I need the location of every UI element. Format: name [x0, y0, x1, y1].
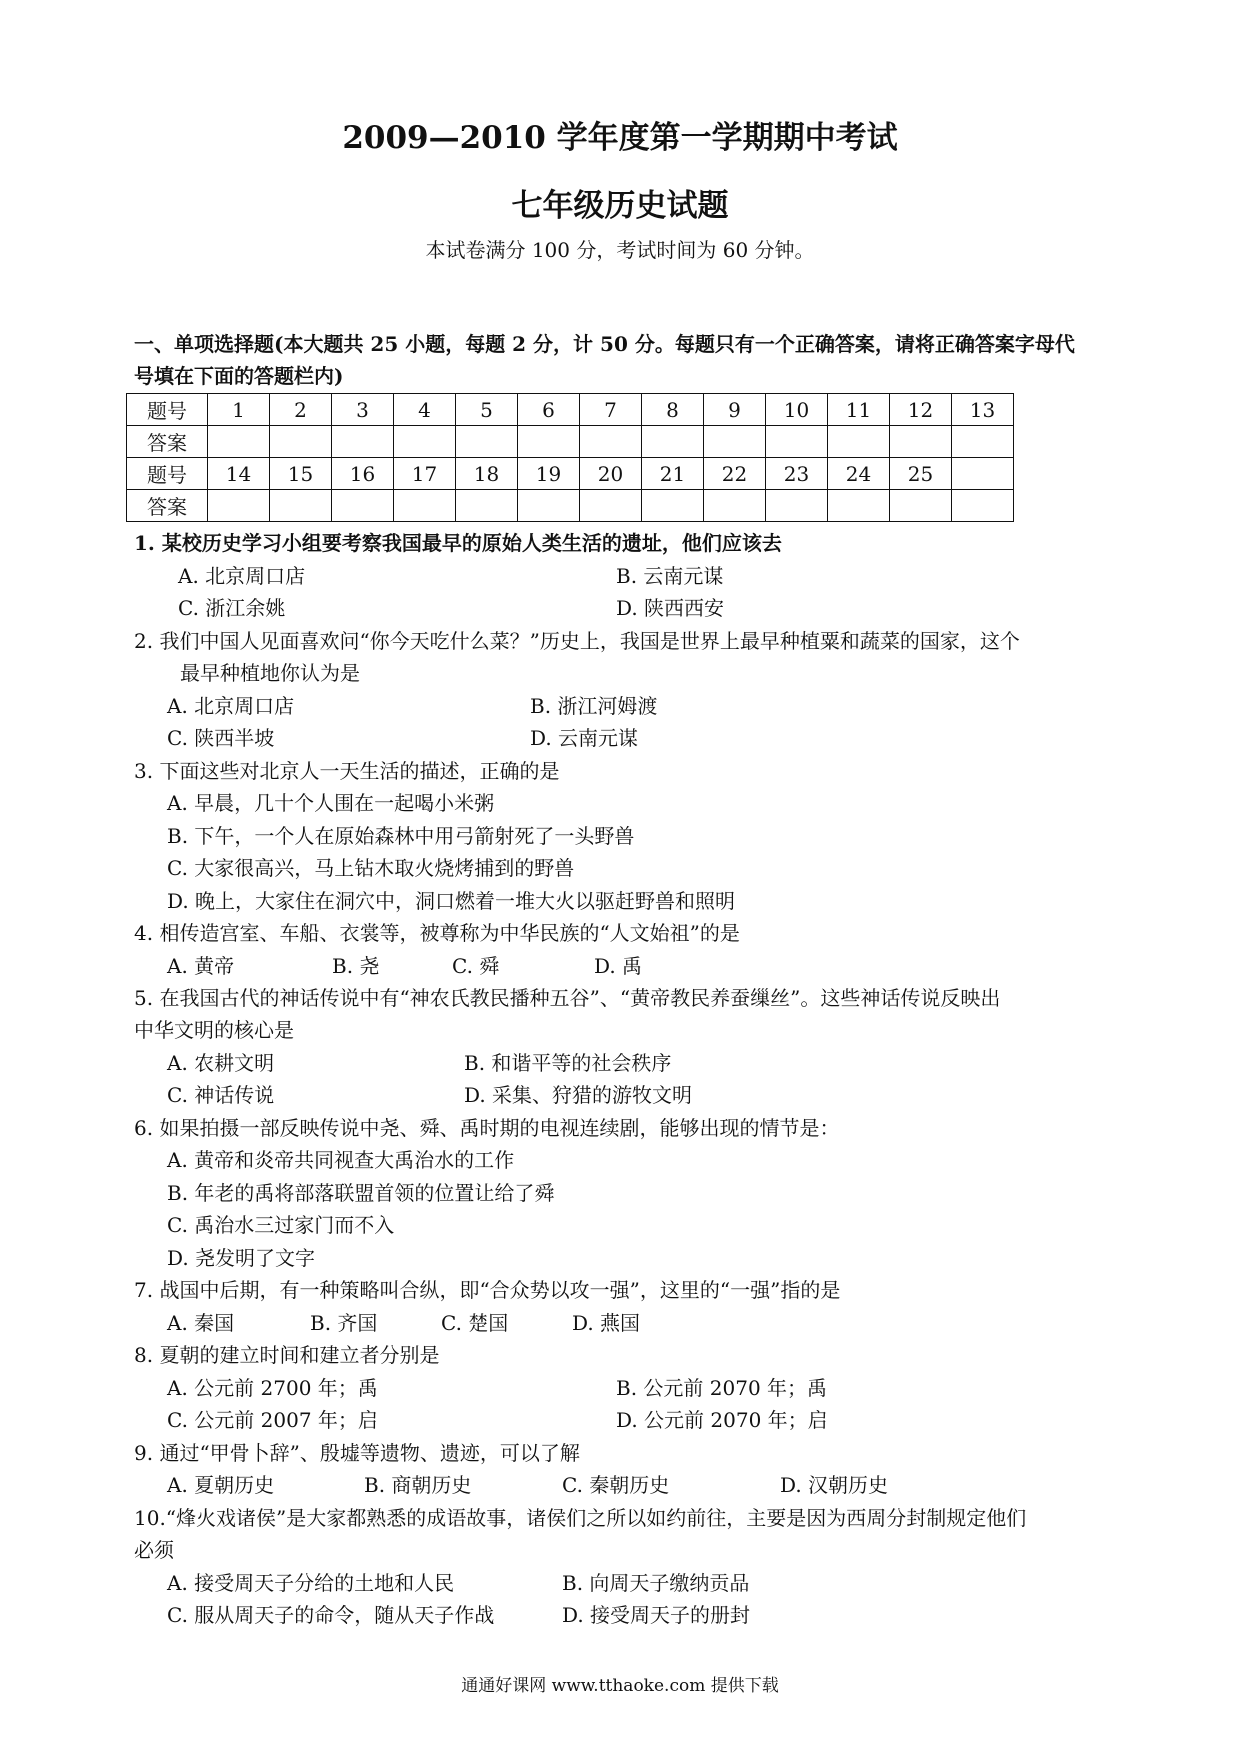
- table-cell: 19: [518, 458, 580, 490]
- question-6-stem: 6. 如果拍摄一部反映传说中尧、舜、禹时期的电视连续剧，能够出现的情节是：: [134, 1116, 840, 1140]
- answer-cell: [890, 426, 952, 458]
- table-cell: 18: [456, 458, 518, 490]
- exam-subtitle: 七年级历史试题: [511, 188, 729, 224]
- question-4-option-c: C. 舜: [452, 954, 500, 978]
- table-cell-label: 题号: [127, 458, 208, 490]
- question-10-stem-cont: 必须: [134, 1538, 174, 1562]
- question-7-option-d: D. 燕国: [572, 1311, 641, 1335]
- question-5-option-a: A. 农耕文明: [167, 1051, 275, 1075]
- table-cell: 24: [828, 458, 890, 490]
- question-1-stem: 1. 某校历史学习小组要考察我国最早的原始人类生活的遗址，他们应该去: [134, 531, 782, 555]
- question-3-option-a: A. 早晨，几十个人围在一起喝小米粥: [167, 791, 495, 815]
- question-2-option-c: C. 陕西半坡: [167, 726, 275, 750]
- answer-cell: [208, 490, 270, 522]
- question-9-option-a: A. 夏朝历史: [167, 1473, 275, 1497]
- table-cell: 6: [518, 394, 580, 426]
- question-10-stem: 10.“烽火戏诸侯”是大家都熟悉的成语故事，诸侯们之所以如约前往，主要是因为西周分封制规定他们: [134, 1506, 1027, 1530]
- answer-cell: [332, 426, 394, 458]
- table-cell-label: 答案: [127, 426, 208, 458]
- question-2-stem-cont: 最早种植地你认为是: [180, 661, 360, 685]
- table-cell: 22: [704, 458, 766, 490]
- question-5-option-d: D. 采集、狩猎的游牧文明: [464, 1083, 693, 1107]
- table-cell: 21: [642, 458, 704, 490]
- question-4-option-d: D. 禹: [594, 954, 643, 978]
- table-cell: 8: [642, 394, 704, 426]
- question-8-option-b: B. 公元前 2070 年；禹: [616, 1376, 828, 1400]
- question-4-stem: 4. 相传造宫室、车船、衣裳等，被尊称为中华民族的“人文始祖”的是: [134, 921, 740, 945]
- table-row: [127, 458, 1014, 490]
- question-4-option-b: B. 尧: [332, 954, 380, 978]
- answer-cell: [642, 426, 704, 458]
- table-cell: 10: [766, 394, 828, 426]
- table-row: [127, 394, 1014, 426]
- question-8-option-a: A. 公元前 2700 年；禹: [167, 1376, 378, 1400]
- table-cell: 20: [580, 458, 642, 490]
- question-9-option-c: C. 秦朝历史: [562, 1473, 670, 1497]
- question-5-option-c: C. 神话传说: [167, 1083, 275, 1107]
- answer-cell: [208, 426, 270, 458]
- section-heading-line1: 一、单项选择题(本大题共 25 小题，每题 2 分，计 50 分。每题只有一个正确答案，请将正确答案字母代: [134, 332, 1075, 356]
- table-cell: 13: [952, 394, 1014, 426]
- table-cell: 7: [580, 394, 642, 426]
- answer-cell: [580, 426, 642, 458]
- question-5-stem: 5. 在我国古代的神话传说中有“神农氏教民播种五谷”、“黄帝教民养蚕缫丝”。这些神话传说反映出: [134, 986, 1001, 1010]
- exam-note: 本试卷满分 100 分，考试时间为 60 分钟。: [425, 238, 815, 262]
- table-cell: 2: [270, 394, 332, 426]
- table-row: [127, 490, 1014, 522]
- question-2-option-a: A. 北京周口店: [167, 694, 295, 718]
- question-2-option-b: B. 浙江河姆渡: [530, 694, 658, 718]
- question-1-option-c: C. 浙江余姚: [178, 596, 286, 620]
- table-row: [127, 426, 1014, 458]
- question-2-stem: 2. 我们中国人见面喜欢问“你今天吃什么菜？”历史上，我国是世界上最早种植粟和蔬菜的国家，这个: [134, 629, 1020, 653]
- answer-cell: [890, 490, 952, 522]
- question-6-option-d: D. 尧发明了文字: [167, 1246, 316, 1270]
- table-cell: [952, 458, 1014, 490]
- table-cell: 4: [394, 394, 456, 426]
- exam-title: 2009—2010 学年度第一学期期中考试: [342, 120, 898, 156]
- question-8-stem: 8. 夏朝的建立时间和建立者分别是: [134, 1343, 440, 1367]
- answer-cell: [828, 426, 890, 458]
- answer-cell: [518, 426, 580, 458]
- answer-cell: [952, 490, 1014, 522]
- question-6-option-c: C. 禹治水三过家门而不入: [167, 1213, 395, 1237]
- table-cell-label: 题号: [127, 394, 208, 426]
- question-1-option-d: D. 陕西西安: [616, 596, 725, 620]
- question-1-option-b: B. 云南元谋: [616, 564, 724, 588]
- question-8-option-d: D. 公元前 2070 年；启: [616, 1408, 828, 1432]
- answer-cell: [766, 426, 828, 458]
- question-10-option-c: C. 服从周天子的命令，随从天子作战: [167, 1603, 495, 1627]
- table-cell: 5: [456, 394, 518, 426]
- answer-cell: [456, 490, 518, 522]
- question-7-stem: 7. 战国中后期，有一种策略叫合纵，即“合众势以攻一强”，这里的“一强”指的是: [134, 1278, 841, 1302]
- answer-cell: [394, 426, 456, 458]
- answer-cell: [952, 426, 1014, 458]
- question-3-stem: 3. 下面这些对北京人一天生活的描述，正确的是: [134, 759, 560, 783]
- question-7-option-b: B. 齐国: [310, 1311, 378, 1335]
- answer-cell: [456, 426, 518, 458]
- table-cell: 17: [394, 458, 456, 490]
- question-6-option-b: B. 年老的禹将部落联盟首领的位置让给了舜: [167, 1181, 555, 1205]
- table-cell: 15: [270, 458, 332, 490]
- question-5-stem-cont: 中华文明的核心是: [134, 1018, 294, 1042]
- table-cell: 16: [332, 458, 394, 490]
- answer-cell: [394, 490, 456, 522]
- table-cell: 14: [208, 458, 270, 490]
- answer-cell: [270, 490, 332, 522]
- table-cell: 23: [766, 458, 828, 490]
- question-6-option-a: A. 黄帝和炎帝共同视查大禹治水的工作: [167, 1148, 515, 1172]
- answer-cell: [642, 490, 704, 522]
- question-3-option-c: C. 大家很高兴，马上钻木取火烧烤捕到的野兽: [167, 856, 575, 880]
- answer-table: [126, 393, 1014, 522]
- question-3-option-b: B. 下午，一个人在原始森林中用弓箭射死了一头野兽: [167, 824, 635, 848]
- answer-cell: [580, 490, 642, 522]
- section-heading-line2: 号填在下面的答题栏内): [134, 364, 344, 388]
- question-9-option-b: B. 商朝历史: [364, 1473, 472, 1497]
- question-9-option-d: D. 汉朝历史: [780, 1473, 889, 1497]
- question-7-option-a: A. 秦国: [167, 1311, 235, 1335]
- answer-cell: [270, 426, 332, 458]
- table-cell: 3: [332, 394, 394, 426]
- question-10-option-a: A. 接受周天子分给的土地和人民: [167, 1571, 455, 1595]
- answer-cell: [518, 490, 580, 522]
- question-1-option-a: A. 北京周口店: [178, 564, 306, 588]
- page-footer: 通通好课网 www.tthaoke.com 提供下载: [461, 1676, 779, 1696]
- table-cell: 11: [828, 394, 890, 426]
- table-cell: 12: [890, 394, 952, 426]
- answer-cell: [332, 490, 394, 522]
- question-8-option-c: C. 公元前 2007 年；启: [167, 1408, 378, 1432]
- answer-cell: [704, 490, 766, 522]
- question-7-option-c: C. 楚国: [441, 1311, 509, 1335]
- answer-cell: [704, 426, 766, 458]
- question-10-option-d: D. 接受周天子的册封: [562, 1603, 751, 1627]
- question-3-option-d: D. 晚上，大家住在洞穴中，洞口燃着一堆大火以驱赶野兽和照明: [167, 889, 736, 913]
- answer-cell: [828, 490, 890, 522]
- table-cell: 9: [704, 394, 766, 426]
- table-cell: 25: [890, 458, 952, 490]
- question-9-stem: 9. 通过“甲骨卜辞”、殷墟等遗物、遗迹，可以了解: [134, 1441, 580, 1465]
- question-4-option-a: A. 黄帝: [167, 954, 235, 978]
- table-cell: 1: [208, 394, 270, 426]
- question-2-option-d: D. 云南元谋: [530, 726, 639, 750]
- table-cell-label: 答案: [127, 490, 208, 522]
- question-10-option-b: B. 向周天子缴纳贡品: [562, 1571, 750, 1595]
- question-5-option-b: B. 和谐平等的社会秩序: [464, 1051, 672, 1075]
- answer-cell: [766, 490, 828, 522]
